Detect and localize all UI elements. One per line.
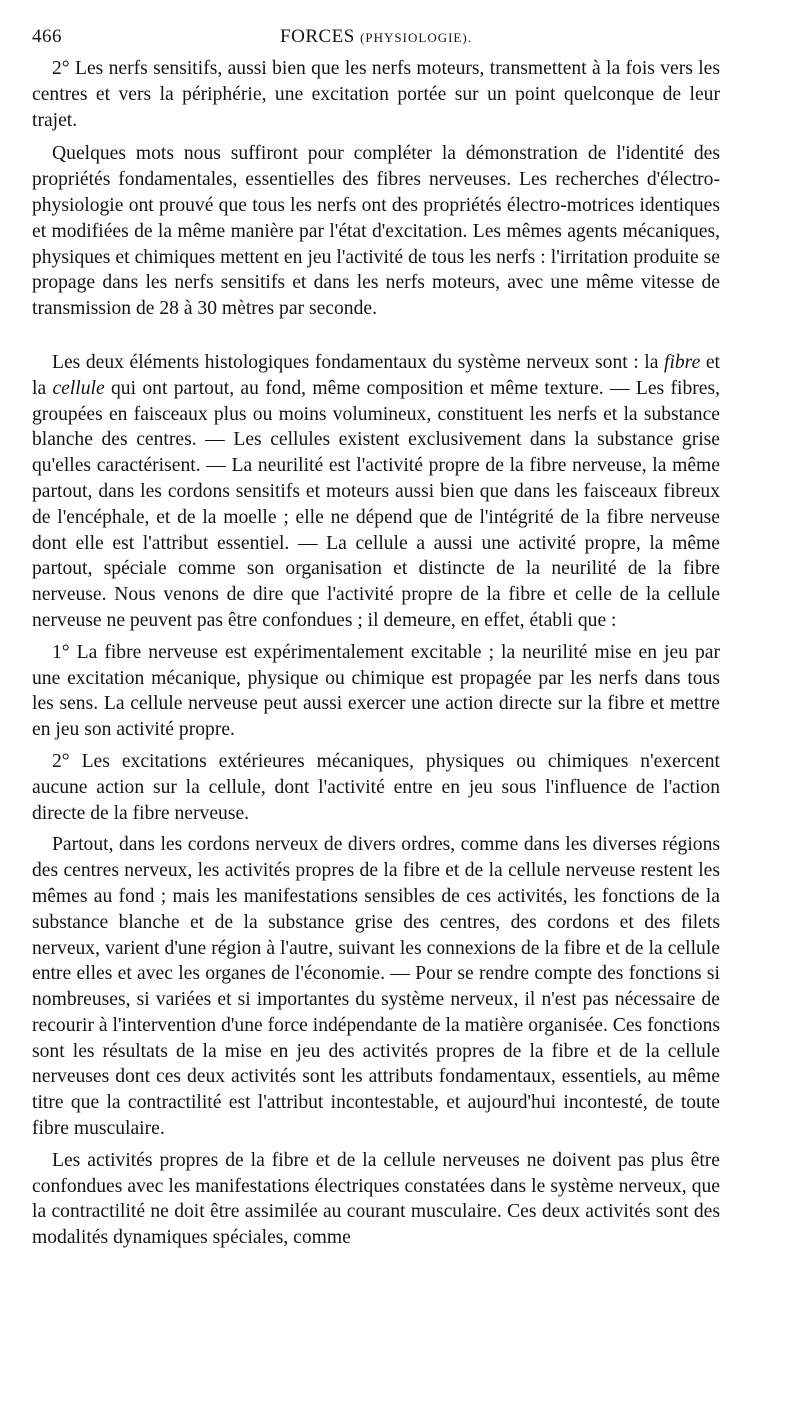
paragraph-7: Les activités propres de la fibre et de la cellule nerveuses ne doivent pas plus être confondues avec les manifestations électriques constatées dans le système nerveux, que la contractilité ne doit être assimilée au courant musculaire. Ces deux activités sont des modalités dynamiques spéciales, comme [32,1149,720,1249]
running-head [32,26,720,48]
paragraph-3-text-a: Les deux éléments histologiques fondamentaux du système nerveux sont : la [52,351,664,373]
document-page [32,26,720,1251]
paragraph-4: 1° La fibre nerveuse est expérimentalement excitable ; la neurilité mise en jeu par une excitation mécanique, physique ou chimique est propagée par les nerfs dans tous les sens. La cellule nerveuse peut aussi exercer une action directe sur la fibre et mettre en jeu son activité propre. [32,641,720,741]
italic-term-fibre: fibre [664,351,701,373]
running-head-subtitle: (PHYSIOLOGIE). [360,30,472,45]
page-header [32,26,720,56]
paragraph-6: Partout, dans les cordons nerveux de divers ordres, comme dans les diverses régions des centres nerveux, les activités propres de la fibre et de la cellule nerveuse restent les mêmes au fond ; mais les manifestations sensibles de ces activités, les fonctions de la substance blanche et de la substance grise des centres, des cordons et des filets nerveux, varient d'une région à l'autre, suivant les connexions de la fibre et de la cellule entre elles et avec les organes de l'économie. — Pour se rendre compte des fonctions si nombreuses, si variées et si importantes du système nerveux, il n'est pas nécessaire de recourir à l'intervention d'une force indépendante de la matière organisée. Ces fonctions sont les résultats de la mise en jeu des activités propres de la fibre et de la cellule nerveuses dont ces deux activités sont les attributs fondamentaux, essentiels, au même titre que la contractilité est l'attribut incontestable, et aujourd'hui incontesté, de toute fibre musculaire. [32,834,720,1140]
paragraph-5: 2° Les excitations extérieures mécaniques, physiques ou chimiques n'exercent aucune action sur la cellule, dont l'activité entre en jeu sous l'influence de l'action directe de la fibre nerveuse. [32,750,720,824]
paragraph-2: Quelques mots nous suffiront pour compléter la démonstration de l'identité des propriétés fondamentales, essentielles des fibres nerveuses. Les recherches d'électro-physiologie ont prouvé que tous les nerfs ont des propriétés électro-motrices identiques et modifiées de la même manière par l'état d'excitation. Les mêmes agents mécaniques, physiques et chimiques mettent en jeu l'activité de tous les nerfs : l'irritation produite se propage dans les nerfs sensitifs et dans les nerfs moteurs, avec une même vitesse de transmission de 28 à 30 mètres par seconde. [32,143,720,320]
running-head-title: FORCES [280,26,355,47]
italic-term-cellule: cellule [52,377,105,399]
paragraph-3-text-c: qui ont partout, au fond, même composition et même texture. — Les fibres, groupées en faisceaux plus ou moins volumineux, constituent les nerfs et la substance blanche des centres. — Les cellules existent exclusivement dans la substance grise qu'elles caractérisent. — La neurilité est l'activité propre de la fibre nerveuse, la même partout, dans les cordons sensitifs et moteurs aussi bien que dans les faisceaux fibreux de l'encéphale, et de la moelle ; elle ne dépend que de l'intégrité de la fibre nerveuse dont elle est l'attribut essentiel. — La cellule a aussi une activité propre, la même partout, spéciale comme son organisation et distincte de la neurilité de la fibre nerveuse. Nous venons de dire que l'activité propre de la fibre et celle de la cellule nerveuse ne peuvent pas être confondues ; il demeure, en effet, établi que : [32,377,721,631]
paragraph-3 [32,350,720,634]
page-number: 466 [32,26,62,47]
paragraph-1: 2° Les nerfs sensitifs, aussi bien que les nerfs moteurs, transmettent à la fois vers les centres et vers la périphérie, une excitation portée sur un point quelconque de leur trajet. [32,58,720,131]
paragraph-3-text-b: et la [32,351,720,399]
